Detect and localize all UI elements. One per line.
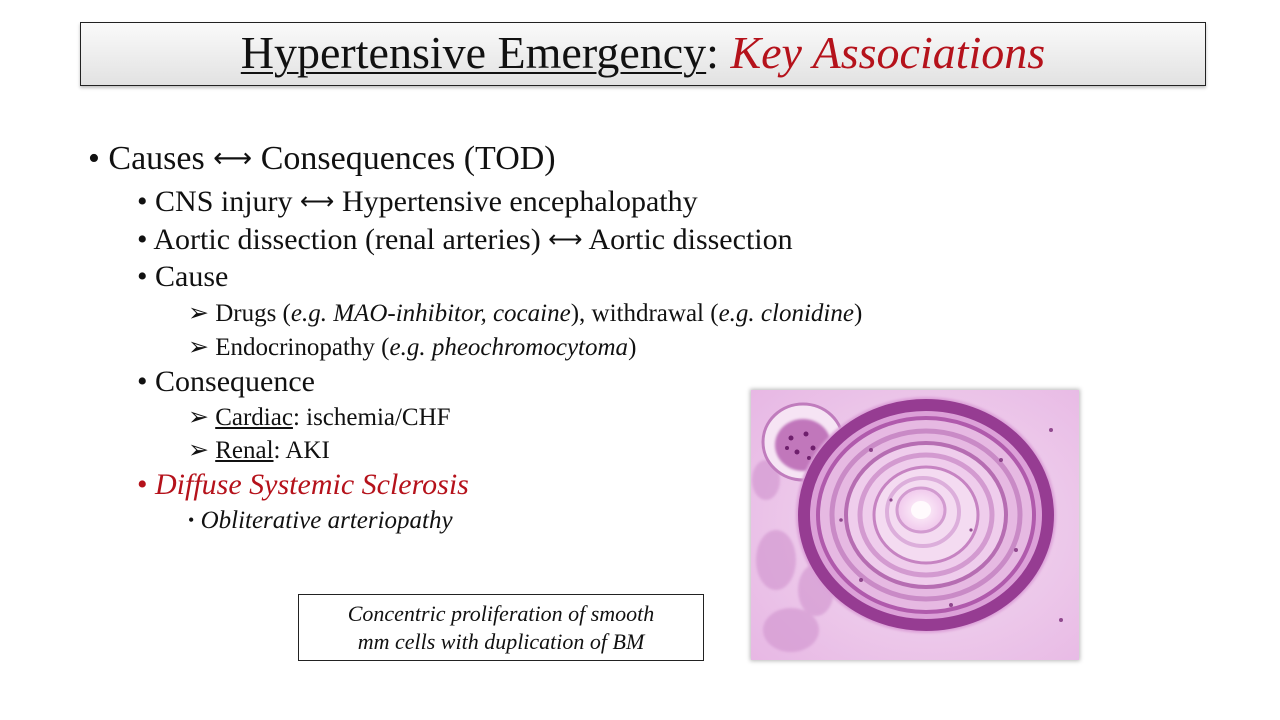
text-renal: Renal bbox=[215, 437, 274, 464]
double-arrow-icon: ⟷ bbox=[548, 225, 583, 253]
title-accent: Key Associations bbox=[730, 27, 1046, 78]
text-cardiac: Cardiac bbox=[215, 404, 293, 431]
title-separator: : bbox=[706, 27, 731, 78]
bullet-dot-icon: • bbox=[137, 185, 148, 218]
text-obliterative: Obliterative arteriopathy bbox=[200, 507, 453, 534]
caption-line-1: Concentric proliferation of smooth bbox=[347, 601, 655, 626]
bullet-dot-icon: • bbox=[137, 260, 148, 293]
text-aortic-renal: Aortic dissection (renal arteries) bbox=[153, 223, 541, 256]
text-cns-injury: CNS injury bbox=[155, 185, 293, 218]
histology-micrograph bbox=[751, 390, 1079, 660]
caption-line-2: mm cells with duplication of BM bbox=[357, 629, 645, 654]
sub-bullet-cardiac bbox=[188, 402, 451, 432]
sub-bullet-endocrinopathy bbox=[188, 332, 636, 362]
text-renal-rest: : AKI bbox=[273, 437, 330, 464]
bullet-dot-icon: • bbox=[188, 510, 195, 530]
text-drugs-2: ), withdrawal ( bbox=[570, 300, 719, 327]
slide-title bbox=[80, 22, 1206, 86]
arrowhead-bullet-icon: ➢ bbox=[188, 404, 209, 431]
text-dss: Diffuse Systemic Sclerosis bbox=[155, 468, 469, 501]
bullet-causes-consequences bbox=[88, 140, 556, 178]
arrowhead-bullet-icon: ➢ bbox=[188, 437, 209, 464]
text-consequences-tod: Consequences (TOD) bbox=[260, 140, 556, 177]
bullet-diffuse-systemic-sclerosis bbox=[137, 468, 469, 502]
text-endo-2: ) bbox=[628, 334, 637, 361]
double-arrow-icon: ⟷ bbox=[300, 187, 335, 215]
title-main: Hypertensive Emergency bbox=[240, 27, 707, 78]
image-caption bbox=[298, 594, 704, 661]
text-drugs-3: ) bbox=[853, 300, 863, 327]
micrograph-image bbox=[751, 390, 1079, 660]
text-drugs-examples: e.g. MAO-inhibitor, cocaine bbox=[290, 300, 571, 327]
text-endo-example: e.g. pheochromocytoma bbox=[389, 334, 629, 361]
bullet-aortic-dissection bbox=[137, 223, 793, 257]
bullet-dot-icon: • bbox=[88, 140, 100, 177]
bullet-consequence bbox=[137, 365, 315, 399]
double-arrow-icon: ⟷ bbox=[213, 143, 253, 174]
sub-bullet-drugs bbox=[188, 298, 862, 328]
arrowhead-bullet-icon: ➢ bbox=[188, 300, 209, 327]
text-drugs-1: Drugs ( bbox=[215, 300, 291, 327]
text-cardiac-rest: : ischemia/CHF bbox=[292, 404, 451, 431]
bullet-dot-icon: • bbox=[137, 223, 148, 256]
text-hypertensive-encephalopathy: Hypertensive encephalopathy bbox=[341, 185, 698, 218]
text-aortic-dissection: Aortic dissection bbox=[588, 223, 793, 256]
arrowhead-bullet-icon: ➢ bbox=[188, 334, 209, 361]
text-causes: Causes bbox=[108, 140, 205, 177]
bullet-cause bbox=[137, 260, 228, 294]
text-cause: Cause bbox=[155, 260, 229, 293]
text-consequence: Consequence bbox=[155, 365, 315, 398]
text-endo-1: Endocrinopathy ( bbox=[215, 334, 390, 361]
bullet-dot-icon: • bbox=[137, 365, 148, 398]
bullet-cns-injury bbox=[137, 185, 698, 219]
bullet-dot-icon: • bbox=[137, 468, 148, 501]
sub-bullet-renal bbox=[188, 435, 330, 465]
sub-bullet-obliterative bbox=[188, 507, 453, 535]
text-withdrawal-example: e.g. clonidine bbox=[718, 300, 854, 327]
